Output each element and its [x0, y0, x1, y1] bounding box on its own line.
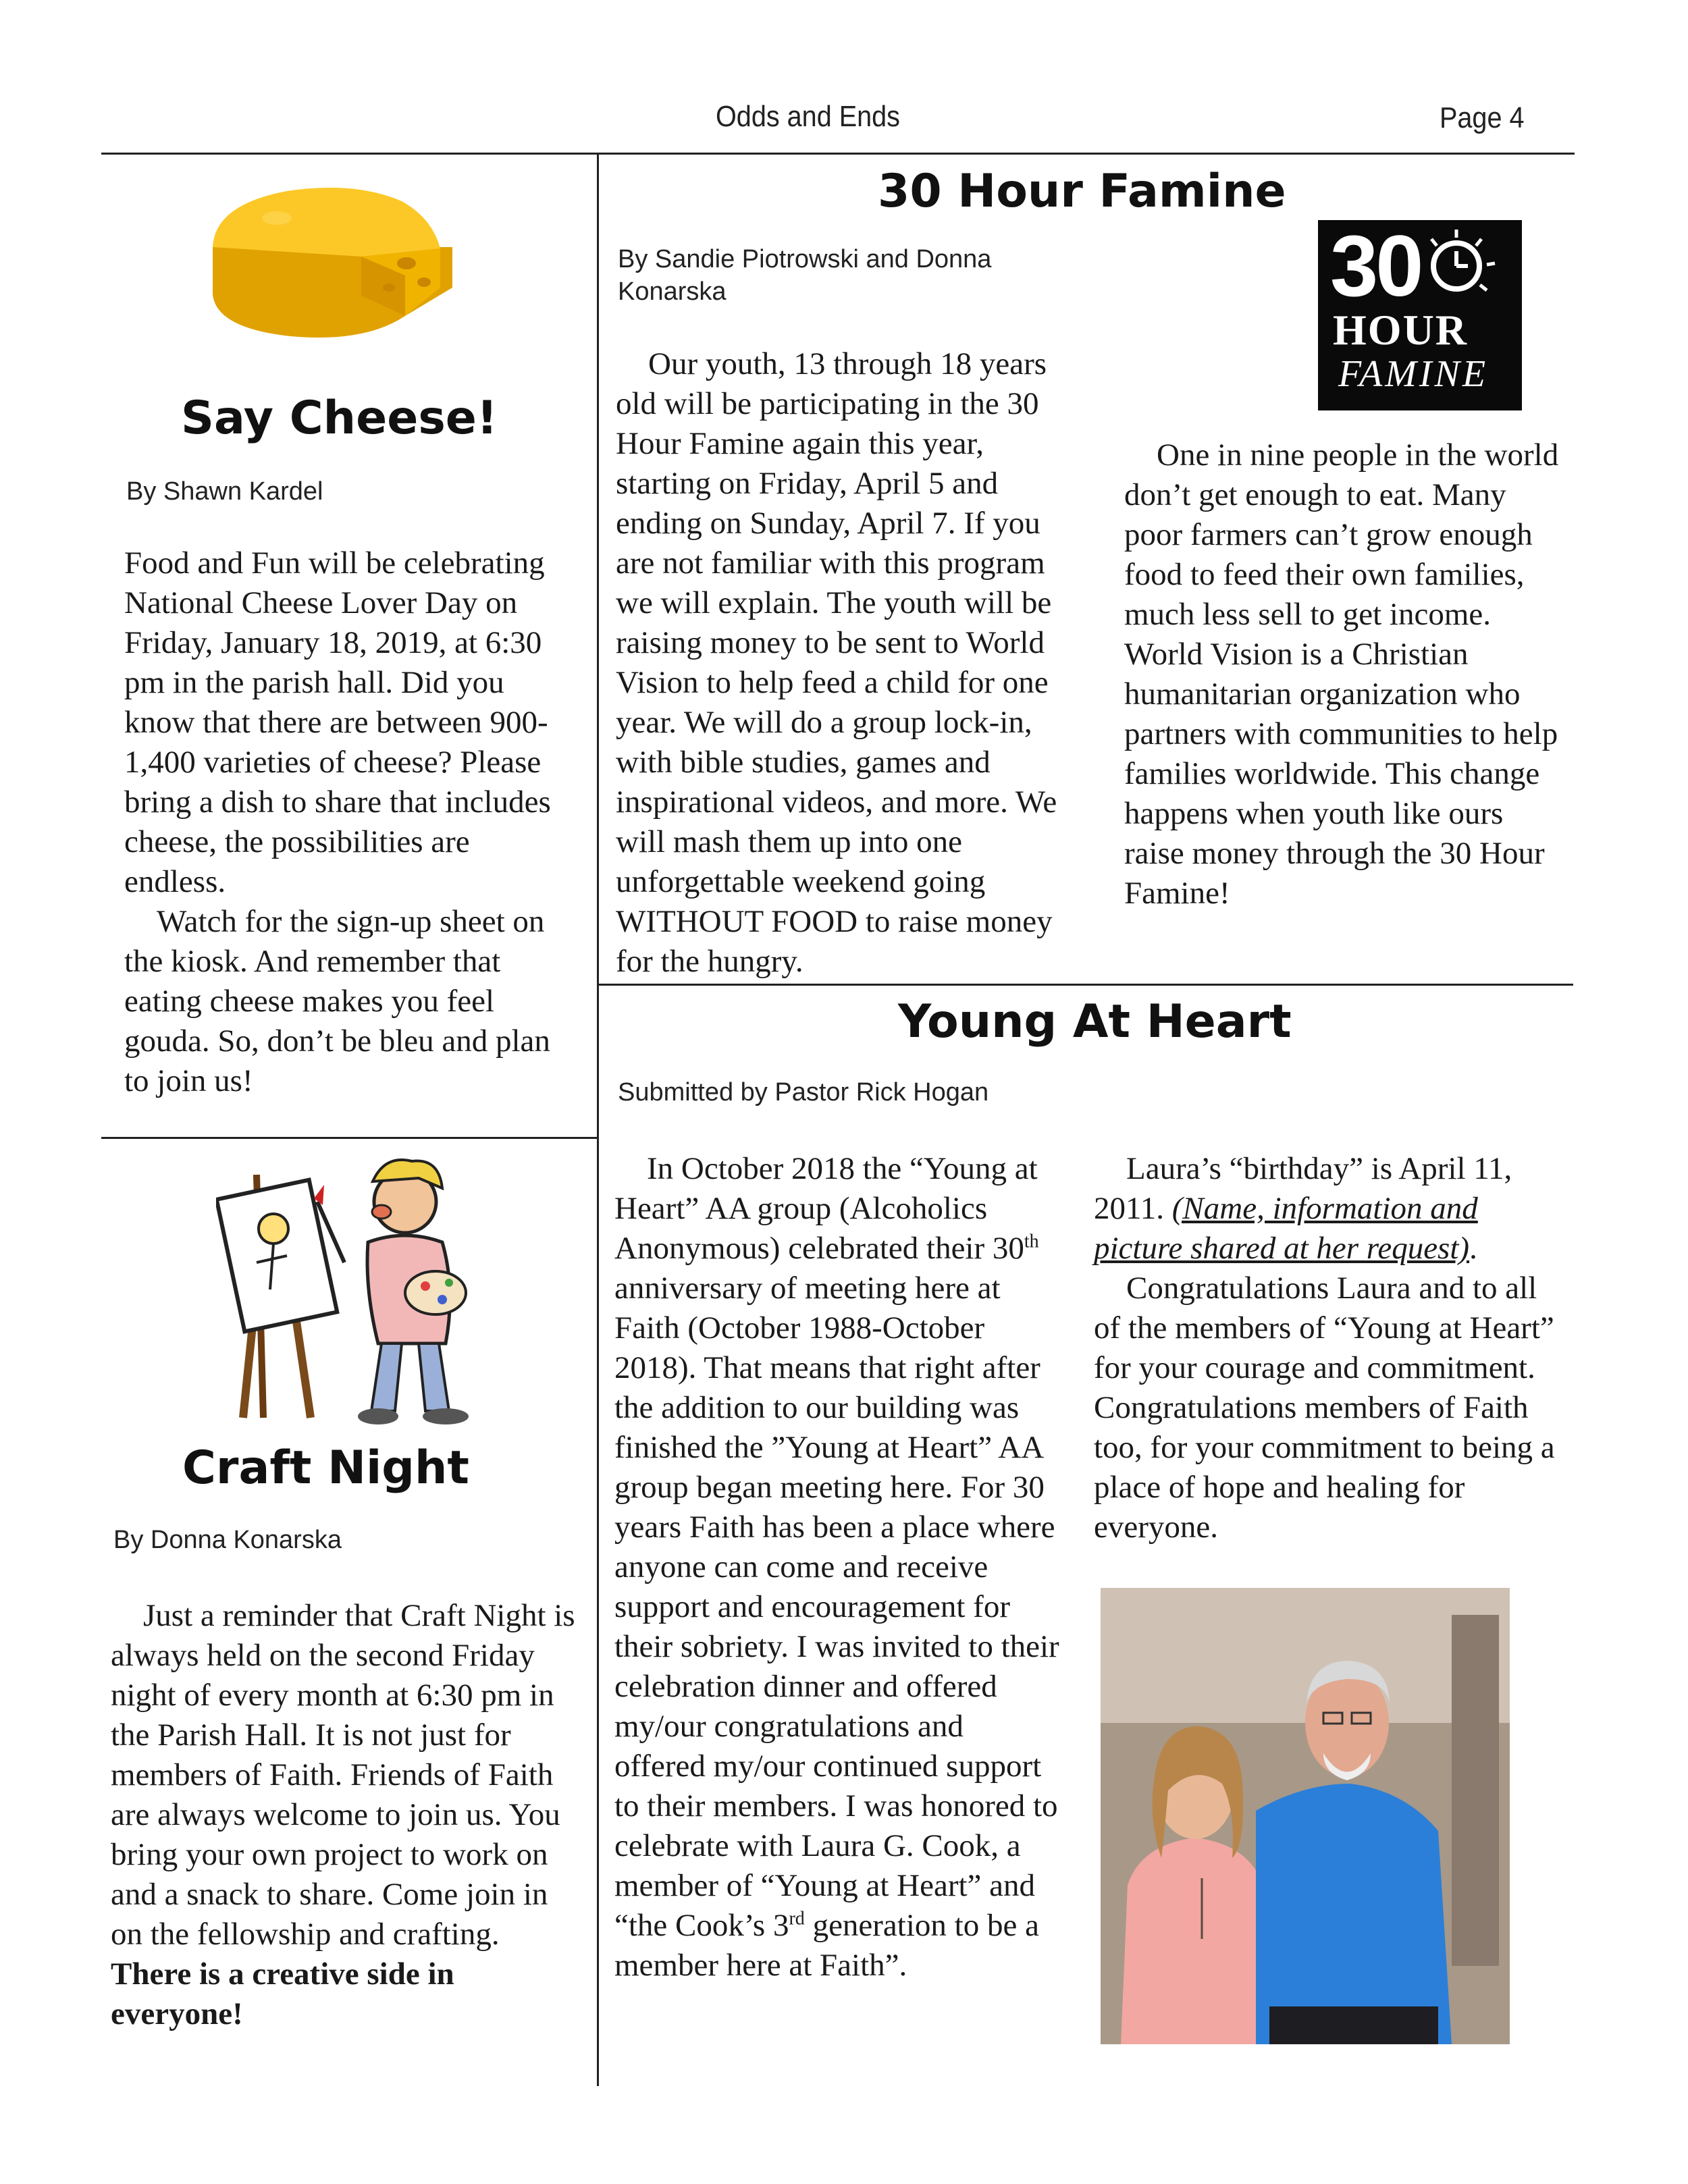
say-cheese-body	[124, 543, 577, 1101]
craft-night-text: Just a reminder that Craft Night is always held on the second Friday night of every month at 6:30 pm in the Parish Hall. It is not just for members of Faith. Friends of Faith are always welcome to join us. You bring your own project to work on and a snack to share. Come join in on the fellowship and crafting.	[111, 1598, 575, 1952]
painter-icon	[216, 1148, 486, 1431]
say-cheese-paragraph-2: Watch for the sign-up sheet on the kiosk. And remember that eating cheese makes you feel gouda. So, don’t be bleu and plan to join us!	[124, 904, 550, 1098]
craft-night-bold-text: There is a creative side in everyone!	[111, 1956, 454, 2031]
young-at-heart-byline: Submitted by Pastor Rick Hogan	[618, 1078, 989, 1107]
craft-night-title: Craft Night	[182, 1441, 469, 1495]
famine-body-col2	[1124, 435, 1570, 913]
craft-night-byline: By Donna Konarska	[113, 1526, 342, 1554]
say-cheese-byline: By Shawn Kardel	[126, 477, 323, 506]
young-at-heart-paragraph-2	[1094, 1149, 1560, 1269]
yah-text-b: anniversary of meeting here at Faith (October 1988-October 2018). That means that right after the addition to our building was finished the ”Young at Heart” AA group began meeting here. For 30 years Faith has been a place where anyone can come and receive support and encouragement for their sobriety. I was invited to their celebration dinner and offered my/our congratulations and offered my/our continued support to their members. I was honored to celebrate with Laura G. Cook, a member of “Young at Heart” and “the Cook’s 3	[614, 1271, 1059, 1943]
page-number: Page 4	[1440, 101, 1525, 134]
say-cheese-title: Say Cheese!	[181, 392, 498, 445]
famine-paragraph-2: One in nine people in the world don’t get enough to eat. Many poor farmers can’t grow enough food to feed their own families, much less sell to get income. World Vision is a Christian humanitarian organization who partners with communities to help families worldwide. This change happens when youth like ours raise money through the 30 Hour Famine!	[1124, 437, 1559, 911]
column-divider	[597, 154, 599, 2086]
craft-night-paragraph	[111, 1596, 577, 2034]
craft-night-body	[111, 1596, 577, 2034]
yah-text-c: generation to be a member here at Faith”.	[614, 1908, 1039, 1983]
famine-paragraph-1: Our youth, 13 through 18 years old will be participating in the 30 Hour Famine again this year, starting on Friday, April 5 and ending on Sunday, April 7. If you are not familiar with this program we will explain. The youth will be raising money to be sent to World Vision to help feed a child for one year. We will do a group lock-in, with bible studies, games and inspirational videos, and more. We will mash them up into one unforgettable weekend going WITHOUT FOOD to raise money for the hungry.	[616, 346, 1057, 979]
famine-byline: By Sandie Piotrowski and Donna Konarska	[618, 245, 992, 306]
yah-request-note: (Name, information and picture shared at her request)	[1094, 1191, 1478, 1266]
young-at-heart-col2	[1094, 1149, 1560, 1547]
young-at-heart-title: Young At Heart	[898, 995, 1292, 1048]
famine-body-col1	[616, 344, 1082, 982]
famine-title: 30 Hour Famine	[878, 165, 1286, 218]
clock-icon	[1419, 224, 1507, 305]
young-at-heart-paragraph-3: Congratulations Laura and to all of the members of “Young at Heart” for your courage and commitment. Congratulations members of Faith too, for your commitment to being a place of hope and healing for everyone.	[1094, 1271, 1555, 1545]
cheese-icon	[209, 181, 473, 350]
famine-logo-number: 30	[1330, 220, 1421, 315]
cheese-divider	[101, 1137, 597, 1139]
yah-sup-th: th	[1024, 1231, 1039, 1252]
famine-logo	[1318, 220, 1522, 410]
famine-logo-famine: FAMINE	[1338, 353, 1489, 395]
section-title: Odds and Ends	[716, 100, 900, 133]
young-at-heart-paragraph-1	[614, 1149, 1060, 1986]
header-rule	[101, 153, 1575, 155]
famine-logo-hour: HOUR	[1333, 306, 1468, 354]
young-at-heart-col1	[614, 1149, 1060, 1986]
famine-divider	[598, 984, 1573, 986]
yah-sup-rd: rd	[789, 1908, 805, 1929]
say-cheese-paragraph-1: Food and Fun will be celebrating National Cheese Lover Day on Friday, January 18, 2019, at 6:30 pm in the parish hall. Did you know that there are between 900-1,400 varieties of cheese? Please bring a dish to share that includes cheese, the possibilities are endless.	[124, 545, 551, 899]
yah-birthday-text: Laura’s “birthday” is April 11, 2011.	[1094, 1151, 1512, 1226]
laura-and-pastor-photo	[1101, 1588, 1510, 2044]
yah-period: .	[1469, 1231, 1477, 1266]
yah-text-a: In October 2018 the “Young at Heart” AA group (Alcoholics Anonymous) celebrated their 30	[614, 1151, 1038, 1266]
